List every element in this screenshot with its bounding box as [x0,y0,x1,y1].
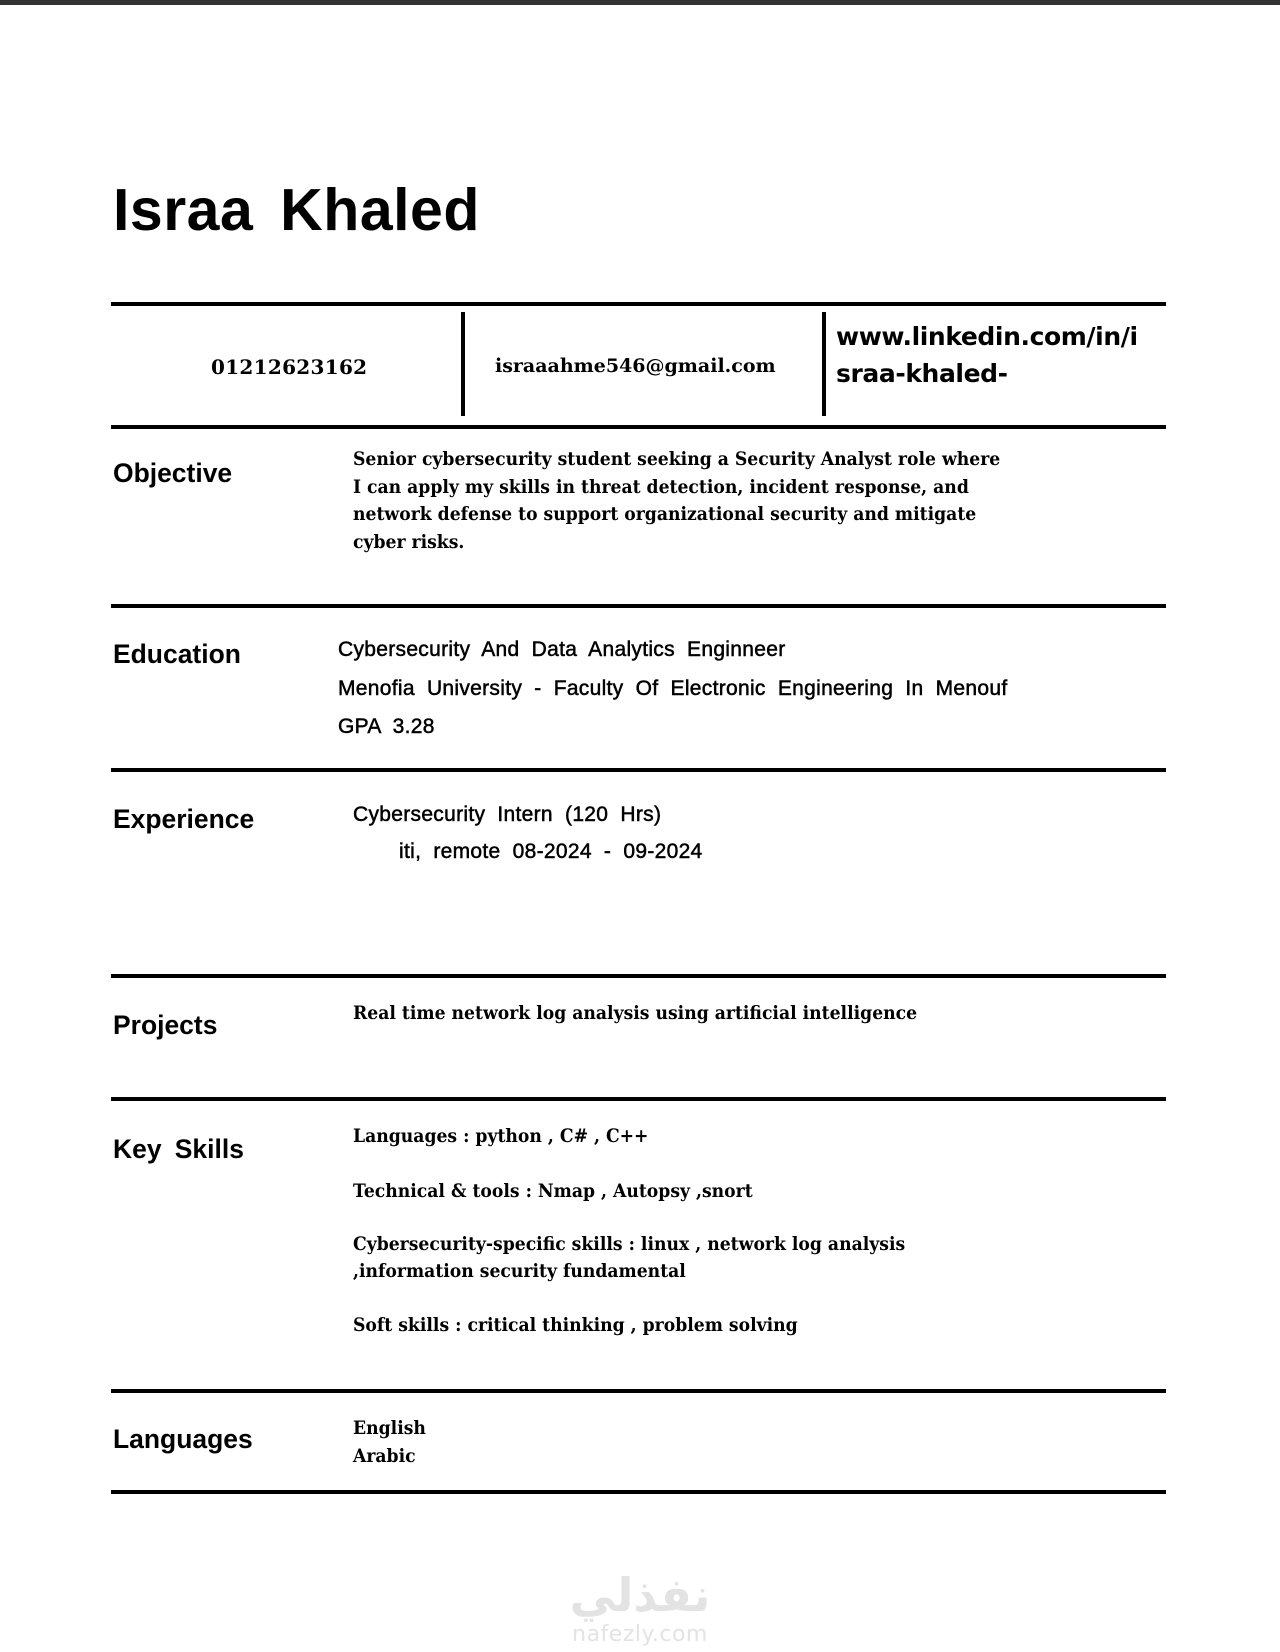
section-label-projects: Projects [113,1010,218,1040]
linkedin-line-2: sraa-khaled- [836,359,1008,388]
project-item: Real time network log analysis using artificial intelligence [353,1003,918,1024]
education-institution: Menofia University - Faculty Of Electronic Engineering In Menouf [338,677,1008,700]
contact-phone: 01212623162 [211,355,368,379]
watermark-logo: نفذلي [569,1568,711,1622]
watermark-url: nafezly.com [572,1622,708,1647]
section-label-experience: Experience [113,804,255,834]
contact-divider-2 [822,312,826,416]
contact-divider-1 [461,312,465,416]
skill-item: Technical & tools : Nmap , Autopsy ,snort [353,1181,753,1202]
top-bar [0,0,1280,5]
section-label-skills: Key Skills [113,1134,244,1164]
language-item: English [353,1418,426,1439]
objective-text [353,446,1000,556]
language-list [353,1415,426,1470]
divider-bottom [111,1490,1166,1494]
divider-top [111,302,1166,306]
divider-skills-bottom [111,1389,1166,1393]
divider-objective-bottom [111,604,1166,608]
experience-role: Cybersecurity Intern (120 Hrs) [353,803,662,826]
education-gpa: GPA 3.28 [338,715,435,738]
linkedin-line-1: www.linkedin.com/in/i [836,322,1138,351]
objective-line: I can apply my skills in threat detection, incident response, and [353,476,969,498]
skill-item: Cybersecurity-specific skills : linux , network log analysis [353,1234,906,1255]
skill-item-continued: ,information security fundamental [353,1261,686,1282]
experience-details: iti, remote 08-2024 - 09-2024 [399,840,703,863]
section-label-languages: Languages [113,1424,253,1454]
contact-email[interactable]: israaahme546@gmail.com [495,355,776,377]
divider-projects-bottom [111,1097,1166,1101]
language-item: Arabic [353,1445,416,1467]
divider-experience-bottom [111,974,1166,978]
skill-item: Languages : python , C# , C++ [353,1126,649,1147]
education-degree: Cybersecurity And Data Analytics Enginneer [338,638,786,661]
objective-line: Senior cybersecurity student seeking a Security Analyst role where [353,449,1001,470]
section-label-objective: Objective [113,458,233,488]
divider-contact-bottom [111,425,1166,429]
objective-line: network defense to support organizational security and mitigate [353,504,977,525]
section-label-education: Education [113,639,241,669]
skill-item: Soft skills : critical thinking , problem solving [353,1315,798,1336]
resume-name: Israa Khaled [113,177,480,243]
objective-line: cyber risks. [353,531,465,553]
contact-linkedin[interactable] [836,318,1138,392]
divider-education-bottom [111,768,1166,772]
